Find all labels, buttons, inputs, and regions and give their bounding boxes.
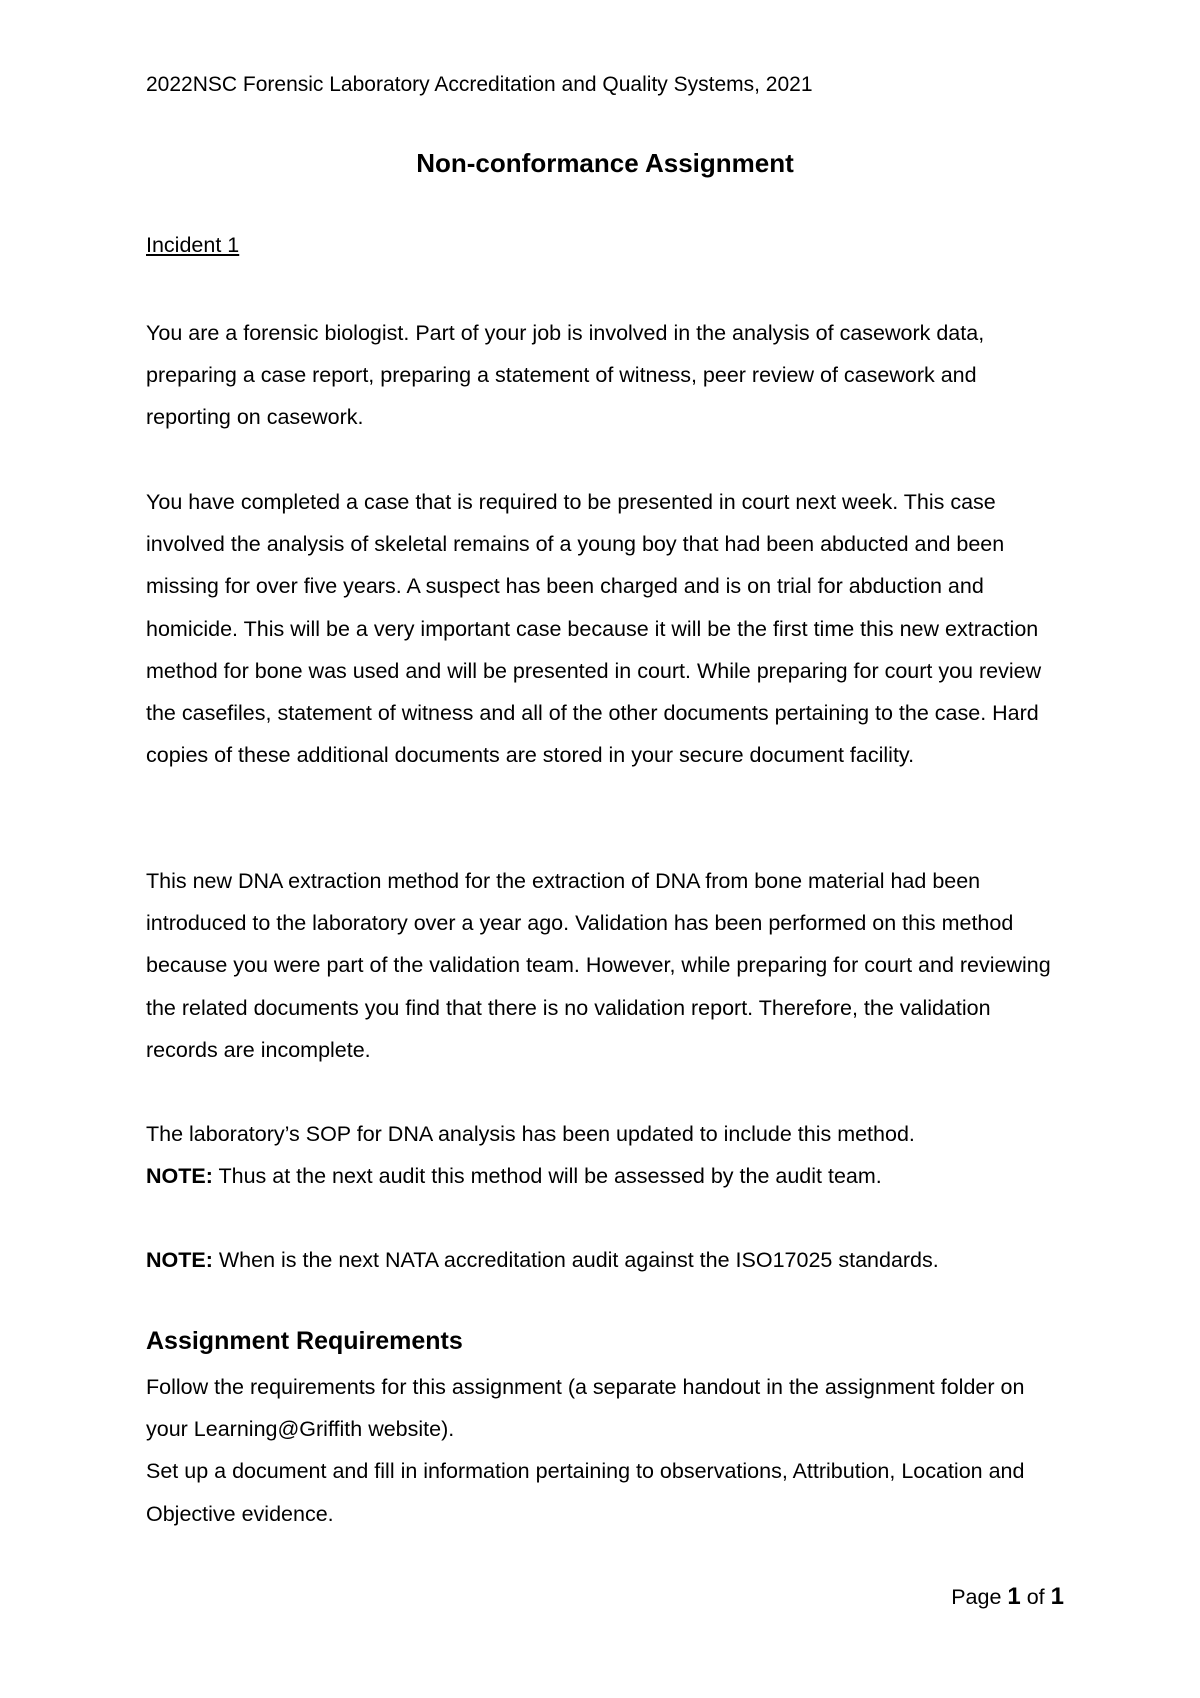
incident-paragraph-1: You are a forensic biologist. Part of your job is involved in the analysis of casework data, preparing a case report, preparing a statement of witness, peer review of casework and reporting on casework. bbox=[146, 321, 985, 430]
requirements-line-2: Set up a document and fill in information pertaining to observations, Attribution, Location and Objective evidence. bbox=[146, 1459, 1025, 1526]
sop-update-line: The laboratory’s SOP for DNA analysis has been updated to include this method. bbox=[146, 1122, 915, 1146]
incident-label: Incident 1 bbox=[146, 233, 240, 257]
incident-paragraph-3: This new DNA extraction method for the extraction of DNA from bone material had been introduced to the laboratory over a year ago. Validation has been performed on this method because you were part of the validation team. However, while preparing for court and reviewing the related documents you find that there is no validation report. Therefore, the validation records are incomplete. bbox=[146, 869, 1051, 1062]
page-footer bbox=[951, 1584, 1064, 1610]
note-2-text: When is the next NATA accreditation audit against the ISO17025 standards. bbox=[212, 1248, 939, 1272]
page-word: Page bbox=[951, 1585, 1008, 1609]
incident-paragraph-2: You have completed a case that is required to be presented in court next week. This case involved the analysis of skeletal remains of a young boy that had been abducted and been missing for over five years. A suspect has been charged and is on trial for abduction and homicide. This will be a very important case because it will be the first time this new extraction method for bone was used and will be presented in court. While preparing for court you review the casefiles, statement of witness and all of the other documents pertaining to the case. Hard copies of these additional documents are stored in your secure document facility. bbox=[146, 490, 1042, 768]
note-2-label: NOTE: bbox=[146, 1248, 213, 1272]
note-1-label: NOTE: bbox=[146, 1164, 213, 1189]
document-header: 2022NSC Forensic Laboratory Accreditation and Quality Systems, 2021 bbox=[146, 73, 813, 96]
requirements-body bbox=[146, 1366, 1066, 1535]
requirements-heading: Assignment Requirements bbox=[146, 1327, 463, 1355]
requirements-line-1: Follow the requirements for this assignment (a separate handout in the assignment folder on your Learning@Griffith website). bbox=[146, 1375, 1025, 1442]
document-title: Non-conformance Assignment bbox=[416, 148, 794, 178]
page-number: 1 bbox=[1007, 1583, 1021, 1610]
note-1 bbox=[146, 1155, 1066, 1197]
note-1-text: Thus at the next audit this method will be assessed by the audit team. bbox=[212, 1164, 882, 1189]
note-2 bbox=[146, 1239, 1066, 1281]
of-word: of bbox=[1020, 1585, 1051, 1609]
incident-paragraph-4 bbox=[146, 1113, 1066, 1197]
page-total: 1 bbox=[1050, 1583, 1064, 1610]
